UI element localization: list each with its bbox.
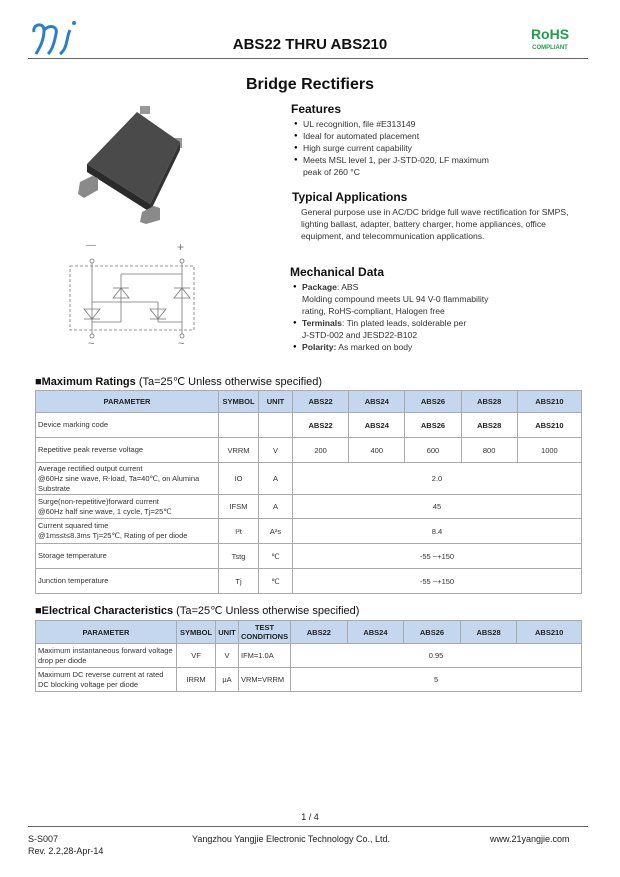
table-header-cell: ABS210 (517, 391, 581, 413)
table-header-cell: ABS22 (293, 391, 349, 413)
molding-line-2: rating, RoHS-compliant, Halogen free (302, 306, 445, 316)
table-header-cell: SYMBOL (177, 621, 216, 644)
feature-item: ● Ideal for automated placement (291, 130, 489, 142)
table-cell: ABS24 (349, 413, 405, 438)
max-ratings-title: ■Maximum Ratings (Ta=25℃ Unless otherwise specified) (35, 376, 323, 388)
rohs-compliant-label: COMPLIANT (532, 45, 568, 51)
table-cell: ABS26 (405, 413, 461, 438)
table-cell: IO (219, 463, 259, 495)
features-section (291, 102, 489, 178)
features-title: Features (291, 102, 342, 116)
table-cell: Maximum instantaneous forward voltage drop per diode (36, 644, 177, 668)
table-cell: ABS22 (293, 413, 349, 438)
page-subtitle: Bridge Rectifiers (245, 76, 375, 93)
table-cell: VRRM (219, 438, 259, 463)
terminals-line-2: J-STD-002 and JESD22-B102 (302, 330, 418, 340)
table-cell: 600 (405, 438, 461, 463)
mechanical-title: Mechanical Data (290, 265, 385, 279)
document-title: ABS22 THRU ABS210 (232, 36, 388, 53)
applications-text: General purpose use in AC/DC bridge full wave rectification for SMPS, lighting ballast, adapter, battery charger, home appliances, office equipment, and telecommunication applications. (301, 207, 569, 241)
table-cell: 2.0 (293, 463, 582, 495)
feature-item: ● UL recognition, file #E313149 (291, 118, 489, 130)
table-header-cell: PARAMETER (36, 621, 177, 644)
table-cell: ABS28 (461, 413, 517, 438)
table-header-cell: UNIT (259, 391, 293, 413)
website-link[interactable]: www.21yangjie.com (490, 834, 570, 844)
table-row (36, 438, 582, 463)
table-header-cell: SYMBOL (219, 391, 259, 413)
table-row (36, 569, 582, 594)
table-cell: IFSM (219, 495, 259, 519)
table-cell: A²s (259, 519, 293, 544)
table-cell: 0.95 (291, 644, 582, 668)
table-header-cell: ABS28 (461, 391, 517, 413)
header-divider (28, 58, 588, 59)
package-label: Package (302, 282, 337, 292)
terminals-value: : Tin plated leads, solderable per (341, 318, 467, 328)
table-cell: A (259, 463, 293, 495)
table-header-row (36, 391, 582, 413)
table-header-cell: ABS24 (349, 391, 405, 413)
table-cell: I²t (219, 519, 259, 544)
applications-section (292, 190, 582, 242)
table-cell: VRM=VRRM (239, 668, 291, 692)
table-cell: 800 (461, 438, 517, 463)
minus-terminal-label: — (86, 240, 96, 251)
polarity-value: As marked on body (336, 342, 413, 352)
table-cell: ℃ (259, 569, 293, 594)
rohs-label: RoHS (530, 26, 570, 42)
table-cell: Maximum DC reverse current at rated DC blocking voltage per diode (36, 668, 177, 692)
feature-item: ● Meets MSL level 1, per J-STD-020, LF maximum (291, 154, 489, 166)
table-header-cell: ABS26 (405, 391, 461, 413)
product-image (62, 104, 182, 224)
table-cell: -55 ~+150 (293, 544, 582, 569)
table-cell: Tj (219, 569, 259, 594)
table-cell (219, 413, 259, 438)
table-row (36, 519, 582, 544)
doc-number: S-S007 (28, 834, 59, 844)
table-cell: Storage temperature (36, 544, 219, 569)
rohs-badge (520, 26, 580, 51)
table-header-cell: UNIT (216, 621, 239, 644)
table-cell: Device marking code (36, 413, 219, 438)
package-value: : ABS (336, 282, 359, 292)
feature-item-continued: peak of 260 °C (303, 167, 360, 177)
table-cell: Tstg (219, 544, 259, 569)
table-header-cell: ABS24 (347, 621, 404, 644)
ac-terminal-label-left: ~ (88, 338, 95, 350)
table-cell: 200 (293, 438, 349, 463)
company-name: Yangzhou Yangjie Electronic Technology Co., Ltd. (192, 834, 390, 844)
molding-line-1: Molding compound meets UL 94 V-0 flammability (302, 294, 489, 304)
footer-divider (28, 826, 588, 827)
feature-item: ● High surge current capability (291, 142, 489, 154)
table-cell: Junction temperature (36, 569, 219, 594)
ac-terminal-label-right: ~ (178, 338, 185, 350)
table-cell (259, 413, 293, 438)
page-number: 1 / 4 (301, 812, 319, 822)
table-cell: A (259, 495, 293, 519)
table-cell: ℃ (259, 544, 293, 569)
table-cell: Average rectified output current @60Hz sine wave, R-load, Ta=40℃, on Alumina Substrate (36, 463, 219, 495)
table-header-cell: ABS210 (517, 621, 582, 644)
table-cell: Surge(non-repetitive)forward current @60Hz half sine wave, 1 cycle, Tj=25℃ (36, 495, 219, 519)
table-header-cell: PARAMETER (36, 391, 219, 413)
table-row (36, 413, 582, 438)
table-cell: V (259, 438, 293, 463)
table-row (36, 495, 582, 519)
electrical-table (35, 620, 582, 692)
table-row (36, 463, 582, 495)
table-cell: IFM=1.0A (239, 644, 291, 668)
table-cell: VF (177, 644, 216, 668)
revision: Rev. 2.2,28-Apr-14 (28, 846, 104, 856)
table-cell: μA (216, 668, 239, 692)
mechanical-section (290, 265, 580, 353)
plus-terminal-label: + (177, 240, 185, 254)
terminals-label: Terminals (302, 318, 342, 328)
table-header-cell: ABS26 (404, 621, 461, 644)
applications-title: Typical Applications (292, 190, 408, 204)
table-cell: 5 (291, 668, 582, 692)
electrical-title: ■Electrical Characteristics (Ta=25℃ Unless otherwise specified) (35, 605, 360, 617)
table-cell: 8.4 (293, 519, 582, 544)
table-header-cell: TEST CONDITIONS (239, 621, 291, 644)
table-header-cell: ABS22 (291, 621, 348, 644)
table-row (36, 544, 582, 569)
table-cell: -55 ~+150 (293, 569, 582, 594)
table-cell: 1000 (517, 438, 581, 463)
table-cell: Repetitive peak reverse voltage (36, 438, 219, 463)
max-ratings-table (35, 390, 582, 594)
table-cell: Current squared time @1ms≤t≤8.3ms Tj=25℃, Rating of per diode (36, 519, 219, 544)
table-cell: IRRM (177, 668, 216, 692)
table-cell: ABS210 (517, 413, 581, 438)
polarity-label: Polarity: (302, 342, 337, 352)
table-row (36, 644, 582, 668)
table-row (36, 668, 582, 692)
table-header-row (36, 621, 582, 644)
table-cell: 45 (293, 495, 582, 519)
table-cell: V (216, 644, 239, 668)
table-header-cell: ABS28 (460, 621, 517, 644)
table-cell: 400 (349, 438, 405, 463)
